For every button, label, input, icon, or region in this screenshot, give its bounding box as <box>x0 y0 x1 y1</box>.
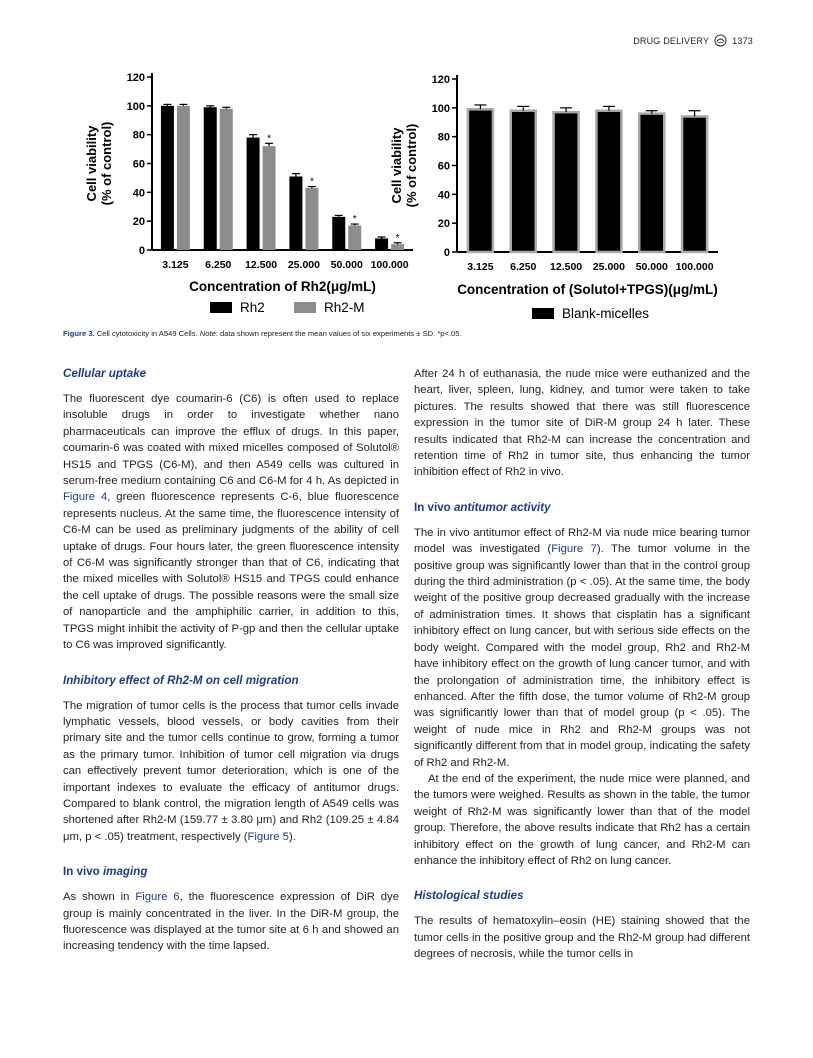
y-tick-label: 0 <box>443 247 450 259</box>
bar-rh2 <box>247 138 260 250</box>
running-head <box>633 34 753 47</box>
bar-rh2-m <box>305 188 318 250</box>
x-tick-label: 50.000 <box>330 259 363 271</box>
legend-swatch-rh2-m <box>294 302 316 313</box>
paragraph-histology: The results of hematoxylin–eosin (HE) staining showed that the tumor cells in the positive group and the Rh2-M group had different degrees of necrosis, while the tumor cells in <box>414 915 750 961</box>
y-tick-label: 20 <box>132 216 145 229</box>
bar-rh2-m <box>220 109 233 250</box>
y-tick-label: 80 <box>132 129 145 142</box>
y-tick-label: 60 <box>437 160 450 173</box>
x-tick-label: 6.250 <box>205 259 232 271</box>
y-tick-label: 0 <box>138 245 145 257</box>
bar-rh2 <box>332 217 345 250</box>
blank-micelles-viability-chart <box>389 74 718 321</box>
bar-rh2 <box>204 107 217 250</box>
bar-rh2-m <box>391 244 404 250</box>
y-tick-label: 60 <box>132 158 145 171</box>
x-axis-label: Concentration of Rh2(μg/mL) <box>189 279 376 294</box>
section-heading-cellular-uptake: Cellular uptake <box>63 367 147 380</box>
bar-rh2-m <box>263 146 276 250</box>
x-tick-label: 12.500 <box>245 259 278 271</box>
rh2-viability-chart <box>84 72 413 315</box>
y-axis-label <box>84 122 114 206</box>
x-tick-label: 12.500 <box>550 261 583 273</box>
y-axis-label <box>389 124 419 208</box>
figure-caption: Figure 3. Cell cytotoxicity in A549 Cells. Note: data shown represent the mean values of six experiments ± SD. *p<.05. <box>63 329 462 338</box>
bar-blank-micelles <box>596 111 621 252</box>
y-tick-label: 100 <box>431 102 450 115</box>
significance-star: * <box>267 133 272 145</box>
paragraph-cellular-uptake: The fluorescent dye coumarin-6 (C6) is often used to replace insoluble drugs in order to investigate whether nano pharmaceuticals can improve the efflux of drugs. In this paper, coumarin-6 was coated with mixed micelles composed of Solutol® HS15 and TPGS (C6-M), and then A549 cells was cultured in serum-free medium containing C6 and C6-M for 4 h. As depicted in Figure 4, green fluorescence represents C-6, blue fluorescence represents nucleus. At the same time, the fluorescence intensity of C6-M can be used as preliminary judgments of the ability of cell uptake of drugs. Four hours later, the green fluorescence intensity of C6-M was significantly stronger than that of C6, indicating that the mixed micelles with Solutol® HS15 and TPGS could enhance the cell uptake of drugs. The possible reasons were the small size of nanoparticle and the amphiphilic carrier, in addition to this, TPGS might inhibit the activity of P-gp and then the cellular uptake to C6 was improved significantly. <box>63 393 400 652</box>
paragraph-tumor-weight: At the end of the experiment, the nude mice were planned, and the tumors were weighed. Results as shown in the table, the tumor weight of Rh2-M was significantly lower than that of the model group. Therefore, the above results indicate that Rh2 has a certain inhibitory effect on the growth of lung cancer, and Rh2-M can enhance the inhibitory effect of Rh2 on lung cancer. <box>414 772 750 867</box>
bar-blank-micelles <box>639 114 664 252</box>
paragraph-migration: The migration of tumor cells is the process that tumor cells invade lymphatic vessels, blood vessels, or body cavities from their primary site and the tumor cells continue to grow, forming a tumor as the primary tumor. Inhibition of tumor cell migration via drugs can effectively prevent tumor deterioration, which is one of the important indexes to evaluate the efficacy of antitumor drugs. Compared to blank control, the migration length of A549 cells was shortened after Rh2-M (159.77 ± 3.80 μm) and Rh2 (109.25 ± 4.84 μm, p < .05) treatment, respectively (Figure 5). <box>63 699 399 843</box>
bar-rh2 <box>375 238 388 250</box>
paragraph-imaging-continued: After 24 h of euthanasia, the nude mice were euthanized and the heart, liver, spleen, lung, kidney, and tumor were taken to take pictures. The results showed that there was still fluorescence expression in the tumor site of DiR-M group 24 h later. These results indicated that Rh2-M can increase the concentration and retention time of Rh2 in tumor site, thus enhancing the tumor inhibition effect of Rh2 in vivo. <box>414 368 750 479</box>
section-heading-migration: Inhibitory effect of Rh2-M on cell migration <box>63 673 299 687</box>
figure-label: Figure 3. <box>63 329 95 338</box>
legend-label: Blank-micelles <box>562 306 650 321</box>
x-tick-label: 25.000 <box>287 259 320 271</box>
bar-rh2 <box>289 176 302 250</box>
y-axis-label-line: Cell viability <box>389 127 404 204</box>
left-column <box>63 366 399 955</box>
page-number: 1373 <box>732 35 753 46</box>
figure-4-link[interactable]: Figure 4 <box>63 491 108 504</box>
section-heading-in-vivo-antitumor: In vivo antitumor activity <box>414 500 551 514</box>
bar-rh2-m <box>348 225 361 250</box>
bar-blank-micelles <box>554 112 579 252</box>
legend-swatch-blank-micelles <box>532 308 554 319</box>
paragraph-imaging: As shown in Figure 6, the fluorescence expression of DiR dye group is mainly concentrated in the liver. In the DiR-M group, the fluorescence was displayed at the tumor site at 6 h and showed an increasing tendency with the time lapsed. <box>63 891 399 953</box>
paragraph-antitumor: The in vivo antitumor effect of Rh2-M via nude mice bearing tumor model was investigated (Figure 7). The tumor volume in the positive group was significantly lower than that in the control group during the third administration (p < .05). At the same time, the body weight of the positive group decreased gradually with the increase of administration times. It shows that cisplatin has a significant inhibitory effect on lung cancer, but with serious side effects on the body weight. Compared with the model group, Rh2 and Rh2-M have inhibitory effect on the growth of lung cancer tumor, and with the prolongation of administration time, the inhibitory effect is enhanced. After the fifth dose, the tumor volume of Rh2-M group was significantly lower than that of model group (p < .05). The weight of nude mice in Rh2 and Rh2-M groups was not significantly different from that in model group, indicating the safety of Rh2 and Rh2-M. <box>414 526 750 769</box>
journal-name: DRUG DELIVERY <box>633 35 710 46</box>
y-tick-label: 40 <box>132 187 145 200</box>
y-tick-label: 120 <box>431 74 450 86</box>
y-tick-label: 40 <box>437 189 450 202</box>
y-axis-label-line: (% of control) <box>404 123 419 208</box>
y-tick-label: 80 <box>437 131 450 144</box>
x-axis-label: Concentration of (Solutol+TPGS)(μg/mL) <box>457 282 718 297</box>
significance-star: * <box>395 232 400 244</box>
section-heading-in-vivo-imaging: In vivo imaging <box>63 865 148 879</box>
legend-label: Rh2-M <box>324 300 365 315</box>
figure-3-charts <box>0 60 813 330</box>
journal-logo-icon <box>714 34 727 47</box>
bar-rh2 <box>161 106 174 250</box>
y-tick-label: 100 <box>126 100 145 113</box>
significance-star: * <box>309 176 314 188</box>
figure-6-link[interactable]: Figure 6 <box>135 891 180 904</box>
y-axis-label-line: (% of control) <box>99 121 114 206</box>
x-tick-label: 3.125 <box>467 261 494 273</box>
y-tick-label: 120 <box>126 72 145 84</box>
legend-label: Rh2 <box>240 300 265 315</box>
bar-blank-micelles <box>682 116 707 252</box>
figure-7-link[interactable]: Figure 7 <box>551 543 597 556</box>
x-tick-label: 100.000 <box>675 261 714 273</box>
significance-star: * <box>352 214 357 226</box>
bar-blank-micelles <box>468 109 493 252</box>
x-tick-label: 50.000 <box>635 261 668 273</box>
right-column <box>414 366 750 963</box>
x-tick-label: 6.250 <box>510 261 537 273</box>
x-tick-label: 100.000 <box>370 259 409 271</box>
legend-swatch-rh2 <box>210 302 232 313</box>
bar-blank-micelles <box>511 111 536 252</box>
y-axis-label-line: Cell viability <box>84 125 99 202</box>
section-heading-histology: Histological studies <box>414 889 524 903</box>
x-tick-label: 3.125 <box>162 259 189 271</box>
figure-5-link[interactable]: Figure 5 <box>247 830 289 843</box>
y-tick-label: 20 <box>437 218 450 231</box>
bar-rh2-m <box>177 106 190 250</box>
x-tick-label: 25.000 <box>592 261 625 273</box>
